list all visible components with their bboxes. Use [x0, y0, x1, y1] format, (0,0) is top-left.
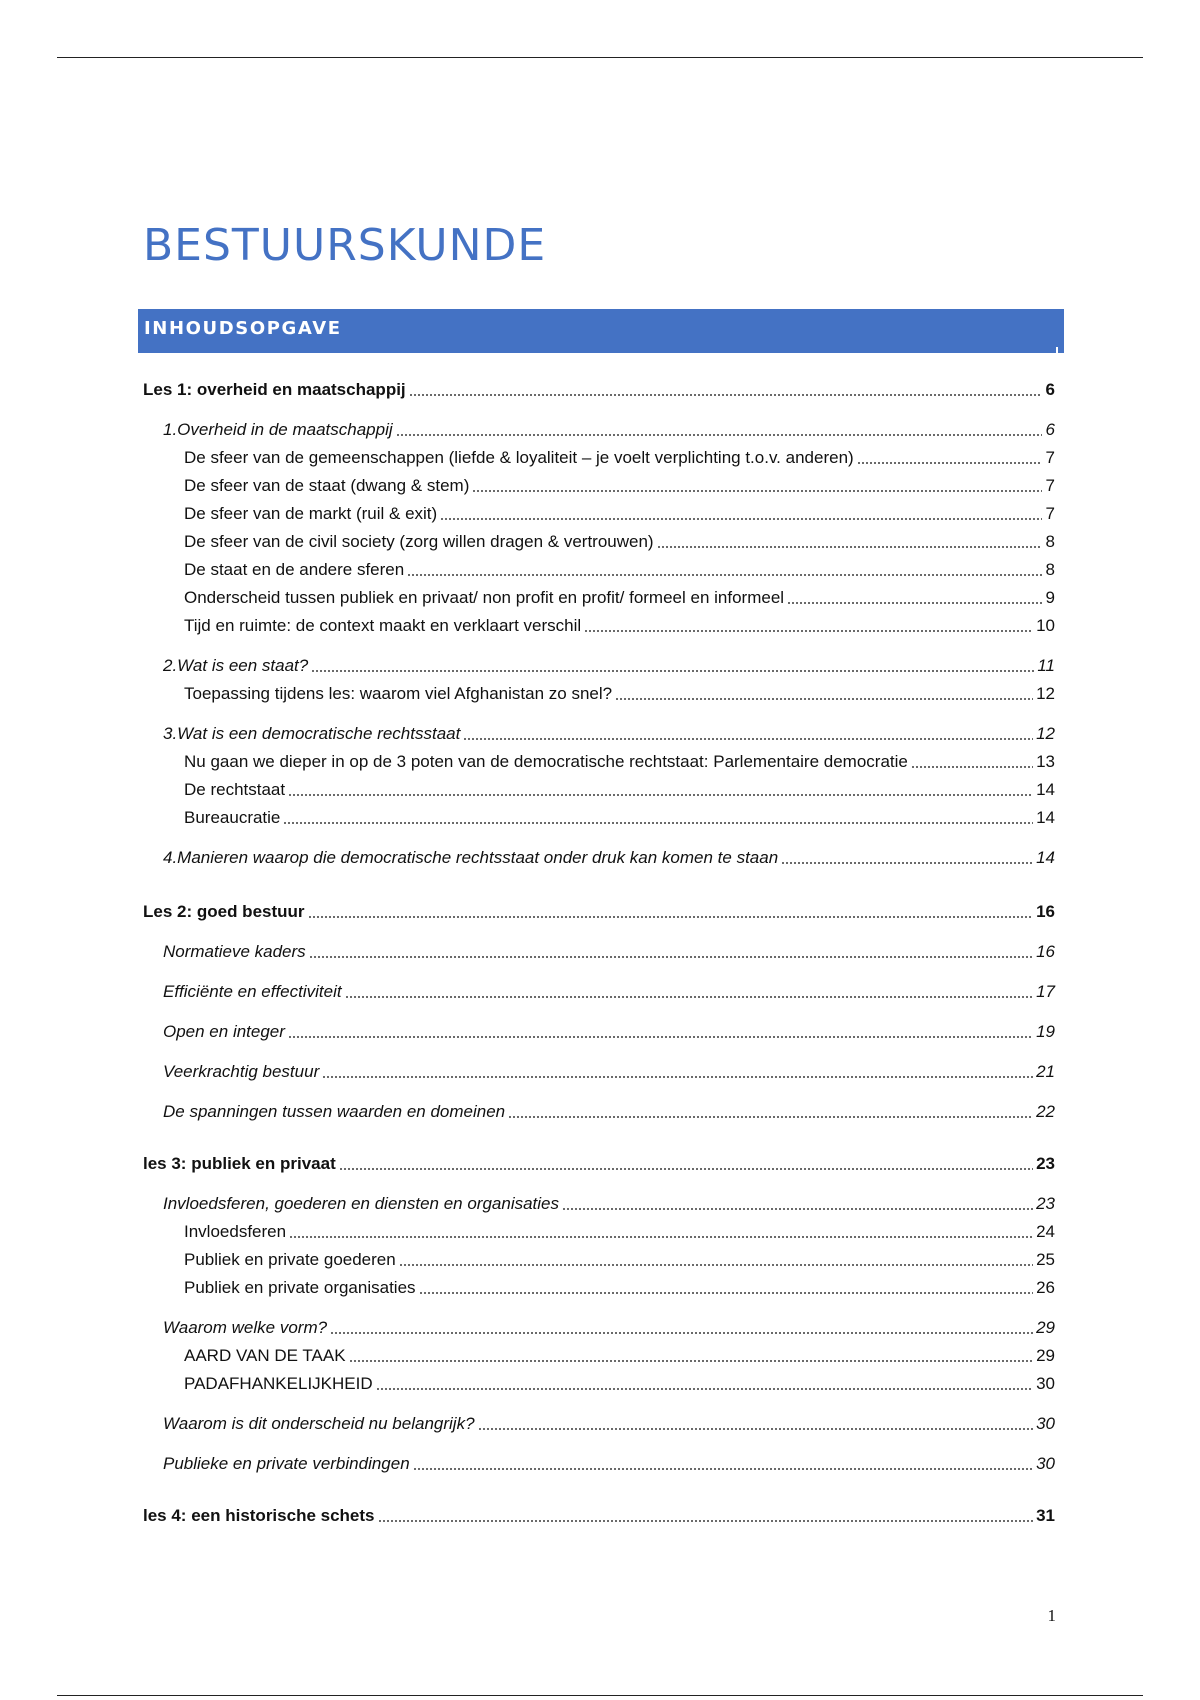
dot-leader [376, 1388, 1033, 1390]
dot-leader [288, 1036, 1033, 1038]
toc-entry-label: Veerkrachtig bestuur [163, 1062, 320, 1081]
toc-entry-label: De sfeer van de markt (ruil & exit) [184, 504, 438, 523]
toc-entry[interactable] [143, 442, 1055, 470]
toc-entry-label: De spanningen tussen waarden en domeinen [163, 1102, 506, 1121]
dot-leader [440, 518, 1042, 520]
toc-entry-label: De sfeer van de gemeenschappen (liefde & loyaliteit – je voelt verplichting t.o.v. anderen) [184, 448, 854, 467]
toc-entry-page: 7 [1045, 504, 1055, 523]
toc-entry-label: Waarom welke vorm? [163, 1318, 328, 1337]
dot-leader [657, 546, 1042, 548]
toc-entry-page: 26 [1036, 1278, 1055, 1297]
toc-entry-page: 30 [1036, 1454, 1055, 1473]
toc-entry[interactable] [143, 554, 1055, 582]
toc-entry[interactable] [143, 746, 1055, 774]
dot-leader [911, 766, 1033, 768]
toc-entry-label: Publieke en private verbindingen [163, 1454, 410, 1473]
toc-entry-label: De staat en de andere sferen [184, 560, 405, 579]
toc-heading: INHOUDSOPGAVE [138, 309, 1064, 353]
toc-entry-label: Bureaucratie [184, 808, 281, 827]
toc-entry-label: De sfeer van de civil society (zorg willen dragen & vertrouwen) [184, 532, 654, 551]
toc-entry-page: 6 [1045, 380, 1055, 399]
toc-entry[interactable] [143, 1244, 1055, 1272]
toc-entry[interactable] [143, 1272, 1055, 1300]
dot-leader [472, 490, 1042, 492]
toc-entry-page: 17 [1036, 982, 1055, 1001]
toc-entry-label: Toepassing tijdens les: waarom viel Afghanistan zo snel? [184, 684, 613, 703]
toc-entry-page: 22 [1036, 1102, 1055, 1121]
toc-entry[interactable] [143, 1408, 1055, 1436]
toc-entry[interactable] [143, 1096, 1055, 1124]
toc-entry[interactable] [143, 976, 1055, 1004]
dot-leader [787, 602, 1042, 604]
toc-entry[interactable] [143, 678, 1055, 706]
toc-entry[interactable] [143, 414, 1055, 442]
toc-entry-label: Normatieve kaders [163, 942, 306, 961]
toc-entry[interactable] [143, 1340, 1055, 1368]
toc-entry-label: 2.Wat is een staat? [163, 656, 309, 675]
toc-entry-page: 30 [1036, 1374, 1055, 1393]
toc-entry-page: 21 [1036, 1062, 1055, 1081]
toc-entry-label: Open en integer [163, 1022, 285, 1041]
toc-entry[interactable] [143, 498, 1055, 526]
toc-entry-page: 11 [1037, 656, 1055, 675]
toc-entry-label: les 4: een historische schets [143, 1506, 375, 1525]
toc-entry[interactable] [143, 1148, 1055, 1176]
header-rule [57, 57, 1143, 58]
toc-entry[interactable] [143, 1056, 1055, 1084]
toc-entry-label: Invloedsferen [184, 1222, 287, 1241]
toc-entry-page: 23 [1036, 1194, 1055, 1213]
toc-entry-page: 6 [1045, 420, 1055, 439]
toc-entry-page: 29 [1036, 1318, 1055, 1337]
toc-entry-page: 9 [1045, 588, 1055, 607]
dot-leader [399, 1264, 1033, 1266]
dot-leader [349, 1360, 1034, 1362]
toc-entry[interactable] [143, 842, 1055, 870]
toc-entry-label: Efficiënte en effectiviteit [163, 982, 342, 1001]
toc-entry[interactable] [143, 718, 1055, 746]
dot-leader [311, 670, 1034, 672]
toc-entry-label: PADAFHANKELIJKHEID [184, 1374, 373, 1393]
dot-leader [288, 794, 1033, 796]
toc-entry[interactable] [143, 650, 1055, 678]
toc-entry-label: Onderscheid tussen publiek en privaat/ non profit en profit/ formeel en informeel [184, 588, 785, 607]
dot-leader [396, 434, 1042, 436]
toc-entry-label: Publiek en private organisaties [184, 1278, 416, 1297]
toc-entry[interactable] [143, 774, 1055, 802]
toc-entry[interactable] [143, 1500, 1055, 1528]
toc-entry[interactable] [143, 610, 1055, 638]
dot-leader [419, 1292, 1034, 1294]
toc-entry[interactable] [143, 1188, 1055, 1216]
dot-leader [283, 822, 1033, 824]
toc-entry-label: Waarom is dit onderscheid nu belangrijk? [163, 1414, 475, 1433]
toc-entry[interactable] [143, 470, 1055, 498]
toc-entry-page: 12 [1036, 684, 1055, 703]
toc-entry-label: Les 1: overheid en maatschappij [143, 380, 406, 399]
dot-leader [615, 698, 1033, 700]
toc-entry-page: 14 [1036, 848, 1055, 867]
toc-entry-page: 7 [1045, 476, 1055, 495]
toc-entry[interactable] [143, 374, 1055, 402]
toc-entry-page: 29 [1036, 1346, 1055, 1365]
dot-leader [409, 394, 1042, 396]
toc-entry-label: Tijd en ruimte: de context maakt en verklaart verschil [184, 616, 582, 635]
toc-entry-label: 4.Manieren waarop die democratische rechtsstaat onder druk kan komen te staan [163, 848, 779, 867]
dot-leader [378, 1520, 1034, 1522]
toc-entry-label: Invloedsferen, goederen en diensten en organisaties [163, 1194, 560, 1213]
footer-rule [57, 1695, 1143, 1696]
toc-entry-label: 3.Wat is een democratische rechtsstaat [163, 724, 461, 743]
dot-leader [407, 574, 1042, 576]
toc-entry-page: 30 [1036, 1414, 1055, 1433]
toc-entry[interactable] [143, 1448, 1055, 1476]
toc-entry-page: 16 [1036, 902, 1055, 921]
dot-leader [562, 1208, 1033, 1210]
toc-entry-page: 19 [1036, 1022, 1055, 1041]
dot-leader [584, 630, 1033, 632]
dot-leader [478, 1428, 1034, 1430]
toc-entry-label: 1.Overheid in de maatschappij [163, 420, 393, 439]
dot-leader [322, 1076, 1033, 1078]
toc-entry-page: 25 [1036, 1250, 1055, 1269]
toc-entry-page: 14 [1036, 808, 1055, 827]
toc-entry[interactable] [143, 526, 1055, 554]
toc-entry-page: 12 [1036, 724, 1055, 743]
document-title: BESTUURSKUNDE [143, 220, 547, 271]
dot-leader [309, 956, 1033, 958]
toc-entry-page: 8 [1045, 532, 1055, 551]
toc-entry[interactable] [143, 1312, 1055, 1340]
dot-leader [413, 1468, 1033, 1470]
toc-entry[interactable] [143, 802, 1055, 830]
toc-entry-page: 7 [1045, 448, 1055, 467]
toc-entry-page: 23 [1036, 1154, 1055, 1173]
toc-entry-page: 8 [1045, 560, 1055, 579]
toc-entry-label: Nu gaan we dieper in op de 3 poten van de democratische rechtstaat: Parlementaire democratie [184, 752, 908, 771]
toc-entry[interactable] [143, 582, 1055, 610]
toc-entry-label: De rechtstaat [184, 780, 286, 799]
toc-entry-label: AARD VAN DE TAAK [184, 1346, 346, 1365]
toc-entry-label: De sfeer van de staat (dwang & stem) [184, 476, 470, 495]
toc-entry-label: Les 2: goed bestuur [143, 902, 305, 921]
dot-leader [781, 862, 1033, 864]
toc-entry-page: 13 [1036, 752, 1055, 771]
dot-leader [308, 916, 1034, 918]
toc-entry-label: les 3: publiek en privaat [143, 1154, 336, 1173]
toc-entry[interactable] [143, 1016, 1055, 1044]
toc-entry[interactable] [143, 936, 1055, 964]
toc-entry-page: 10 [1036, 616, 1055, 635]
dot-leader [345, 996, 1033, 998]
dot-leader [330, 1332, 1033, 1334]
toc-entry[interactable] [143, 1216, 1055, 1244]
dot-leader [463, 738, 1033, 740]
toc-entry-page: 14 [1036, 780, 1055, 799]
toc-entry-label: Publiek en private goederen [184, 1250, 396, 1269]
dot-leader [857, 462, 1042, 464]
dot-leader [289, 1236, 1033, 1238]
toc-entry-page: 31 [1036, 1506, 1055, 1525]
toc-entry[interactable] [143, 896, 1055, 924]
dot-leader [339, 1168, 1033, 1170]
toc-entry-page: 16 [1036, 942, 1055, 961]
toc-entry[interactable] [143, 1368, 1055, 1396]
toc-entry-page: 24 [1036, 1222, 1055, 1241]
page-number: 1 [1047, 1606, 1056, 1625]
dot-leader [508, 1116, 1033, 1118]
